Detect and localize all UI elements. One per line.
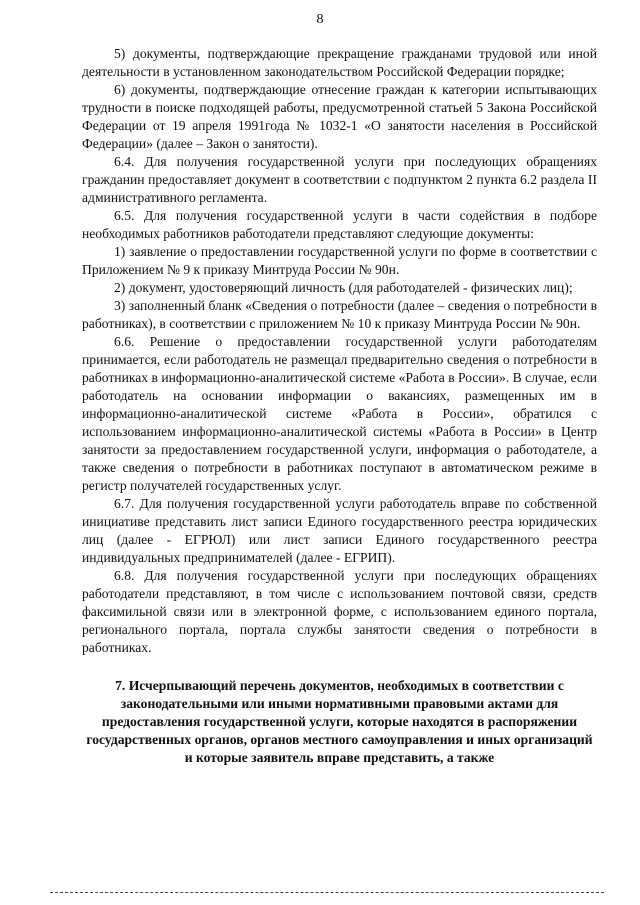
paragraph-6-5: 6.5. Для получения государственной услуги в части содействия в подборе необходимых работников работодатели представляют следующие документы:: [82, 208, 597, 241]
document-body: [82, 45, 597, 767]
paragraph-6-6: 6.6. Решение о предоставлении государственной услуги работодателям принимается, если работодатель не размещал предварительно сведения о потребности в работниках в информационно-аналитической системе «Работа в России». В случае, если работодатель на основании информации о вакансиях, размещенных им в информационно-аналитической системе «Работа в России», обратился с использованием информационно-аналитической системы «Работа в России» в Центр занятости за предоставлением государственной услуги, информация о работодателе, а также сведения о потребности в работниках поступают в автоматическом режиме в регистр получателей государственных услуг.: [82, 334, 597, 493]
footer-divider: [50, 892, 604, 893]
paragraph-item-5: 5) документы, подтверждающие прекращение гражданами трудовой или иной деятельности в установленном законодательством Российской Федерации порядке;: [82, 46, 597, 79]
paragraph-6-5-item-1: 1) заявление о предоставлении государственной услуги по форме в соответствии с Приложением № 9 к приказу Минтруда России № 90н.: [82, 244, 597, 277]
paragraph-6-5-item-3: 3) заполненный бланк «Сведения о потребности (далее – сведения о потребности в работниках), в соответствии с приложением № 10 к приказу Минтруда России № 90н.: [82, 298, 597, 331]
paragraph-6-4: 6.4. Для получения государственной услуги при последующих обращениях гражданин предоставляет документ в соответствии с подпунктом 2 пункта 6.2 раздела II административного регламента.: [82, 154, 597, 205]
paragraph-6-7: 6.7. Для получения государственной услуги работодатель вправе по собственной инициативе представить лист записи Единого государственного реестра юридических лиц (далее - ЕГРЮЛ) или лист записи Единого государственного реестра индивидуальных предпринимателей (далее - ЕГРИП).: [82, 496, 597, 565]
paragraph-6-8: 6.8. Для получения государственной услуги при последующих обращениях работодатели представляют, в том числе с использованием почтовой связи, средств факсимильной связи или в электронной форме, с использованием единого портала, регионального портала, портала службы занятости сведения о потребности в работниках.: [82, 568, 597, 655]
section-heading-7: 7. Исчерпывающий перечень документов, необходимых в соответствии с законодательными или иными нормативными правовыми актами для предоставления государственной услуги, которые находятся в распоряжении государственных органов, органов местного самоуправления и иных организаций и которые заявитель вправе представить, а также: [86, 678, 593, 765]
page-number: 8: [316, 12, 324, 27]
paragraph-item-6: 6) документы, подтверждающие отнесение граждан к категории испытывающих трудности в поиске подходящей работы, предусмотренной статьей 5 Закона Российской Федерации от 19 апреля 1991года № 1032-1 «О занятости населения в Российской Федерации» (далее – Закон о занятости).: [82, 82, 597, 151]
paragraph-6-5-item-2: 2) документ, удостоверяющий личность (для работодателей - физических лиц);: [114, 280, 573, 295]
